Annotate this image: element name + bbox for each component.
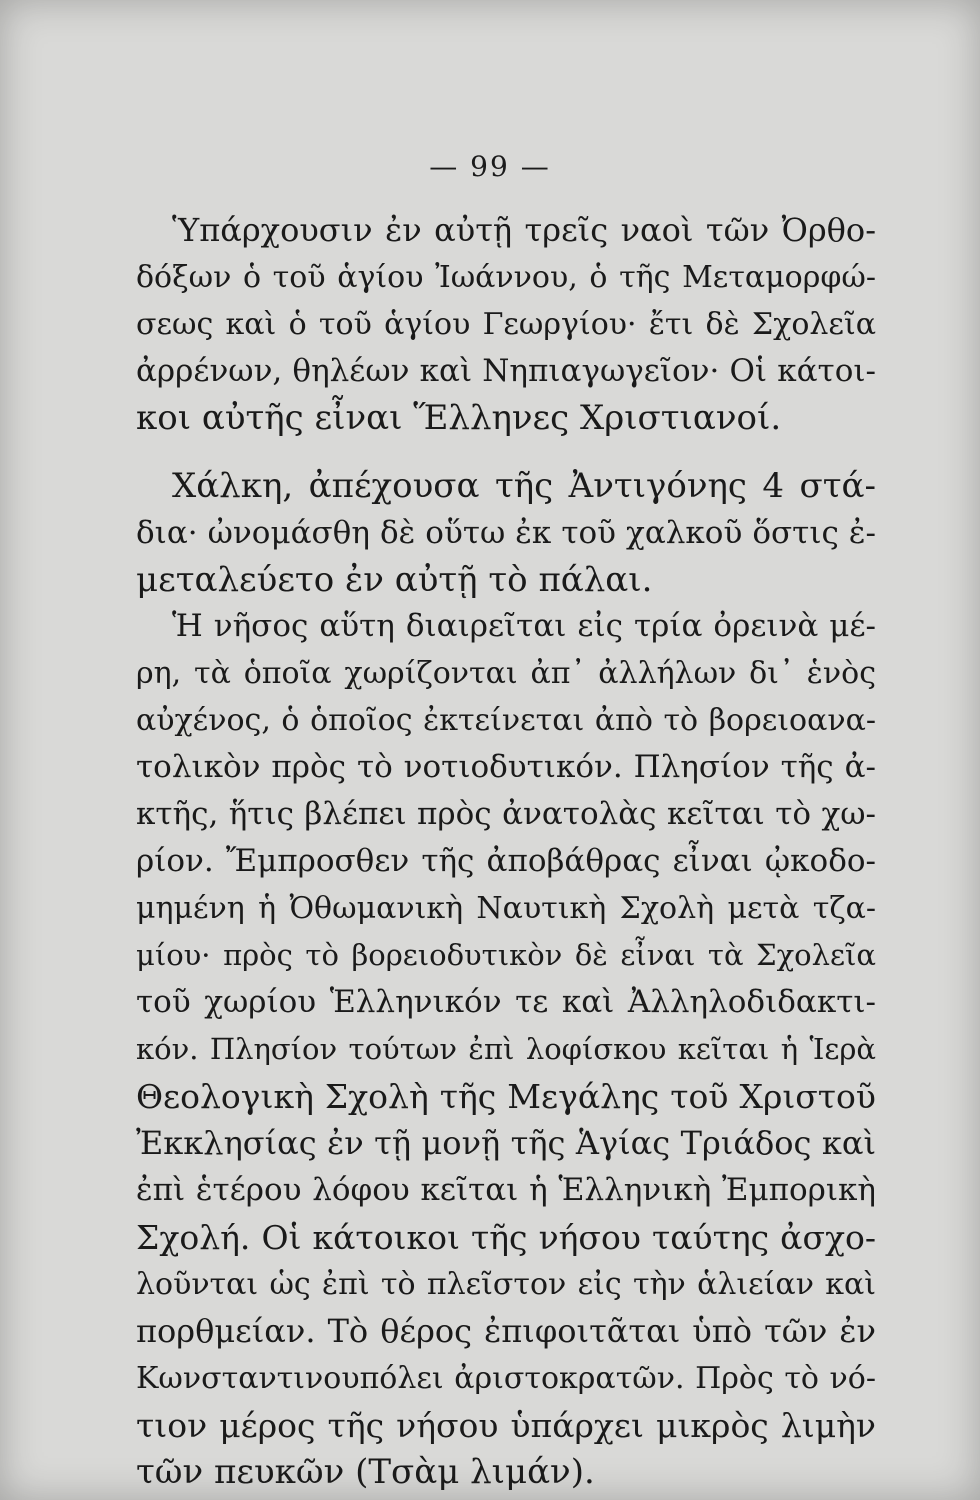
text-line: δια· ὠνομάσθη δὲ οὕτω ἐκ τοῦ χαλκοῦ ὅστις ἐ- xyxy=(136,515,876,551)
text-line: Θεολογικὴ Σχολὴ τῆς Μεγάλης τοῦ Χριστοῦ xyxy=(136,1077,876,1116)
text-line: ρίον. Ἔμπροσθεν τῆς ἀποβάθρας εἶναι ᾠκοδο- xyxy=(136,843,876,879)
text-line: δόξων ὁ τοῦ ἁγίου Ἰωάννου, ὁ τῆς Μεταμορφώ- xyxy=(136,260,876,295)
text-line: Ἡ νῆσος αὕτη διαιρεῖται εἰς τρία ὀρεινὰ μέ- xyxy=(172,608,876,644)
paragraph-chalki xyxy=(136,463,876,604)
text-line: μίου· πρὸς τὸ βορειοδυτικὸν δὲ εἶναι τὰ Σχολεῖα xyxy=(136,938,876,972)
text-line: σεως καὶ ὁ τοῦ ἁγίου Γεωργίου· ἔτι δὲ Σχολεῖα xyxy=(136,307,876,342)
text-line: ἀρρένων, θηλέων καὶ Νηπιαγωγεῖον· Οἱ κάτοι- xyxy=(136,353,876,389)
text-line: ρη, τὰ ὁποῖα χωρίζονται ἀπ᾿ ἀλλήλων δι᾿ ἑνὸς xyxy=(136,656,876,691)
text-line: μημένη ἡ Ὀθωμανικὴ Ναυτικὴ Σχολὴ μετὰ τζα- xyxy=(136,891,876,926)
text-line: κοι αὐτῆς εἶναι Ἕλληνες Χριστιανοί. xyxy=(136,398,782,438)
text-line: τολικὸν πρὸς τὸ νοτιοδυτικόν. Πλησίον τῆς ἀ- xyxy=(136,749,876,785)
page-number: — 99 — xyxy=(429,150,551,183)
text-line: Ἐκκλησίας ἐν τῇ μονῇ τῆς Ἁγίας Τριάδος καὶ xyxy=(136,1124,876,1162)
text-line: μεταλεύετο ἐν αὐτῇ τὸ πάλαι. xyxy=(136,560,653,600)
text-line: τιον μέρος τῆς νήσου ὑπάρχει μικρὸς λιμὴν xyxy=(136,1406,876,1445)
paragraph-island xyxy=(136,603,876,1496)
text-line: τῶν πευκῶν (Τσὰμ λιμάν). xyxy=(136,1452,595,1492)
text-line: Ὑπάρχουσιν ἐν αὐτῇ τρεῖς ναοὶ τῶν Ὀρθο- xyxy=(172,211,876,249)
text-line: Κωνσταντινουπόλει ἀριστοκρατῶν. Πρὸς τὸ νό- xyxy=(136,1361,876,1396)
text-line: αὐχένος, ὁ ὁποῖος ἐκτείνεται ἀπὸ τὸ βορειοανα- xyxy=(136,703,876,738)
text-line: ἐπὶ ἑτέρου λόφου κεῖται ἡ Ἑλληνικὴ Ἐμπορικὴ xyxy=(136,1172,876,1208)
text-line: τοῦ χωρίου Ἑλληνικόν τε καὶ Ἀλληλοδιδακτι- xyxy=(136,984,876,1020)
text-line: κτῆς, ἥτις βλέπει πρὸς ἀνατολὰς κεῖται τὸ χω- xyxy=(136,796,876,832)
text-line: πορθμείαν. Τὸ θέρος ἐπιφοιτᾶται ὑπὸ τῶν ἐν xyxy=(136,1312,876,1350)
text-line: Σχολή. Οἱ κάτοικοι τῆς νήσου ταύτης ἀσχο- xyxy=(136,1218,876,1257)
paragraph-churches xyxy=(136,207,876,442)
text-line: λοῦνται ὡς ἐπὶ τὸ πλεῖστον εἰς τὴν ἁλιείαν καὶ xyxy=(136,1267,876,1302)
text-line: κόν. Πλησίον τούτων ἐπὶ λοφίσκου κεῖται ἡ Ἱερὰ xyxy=(136,1032,876,1066)
text-line: Χάλκη, ἀπέχουσα τῆς Ἀντιγόνης 4 στά- xyxy=(172,466,876,506)
